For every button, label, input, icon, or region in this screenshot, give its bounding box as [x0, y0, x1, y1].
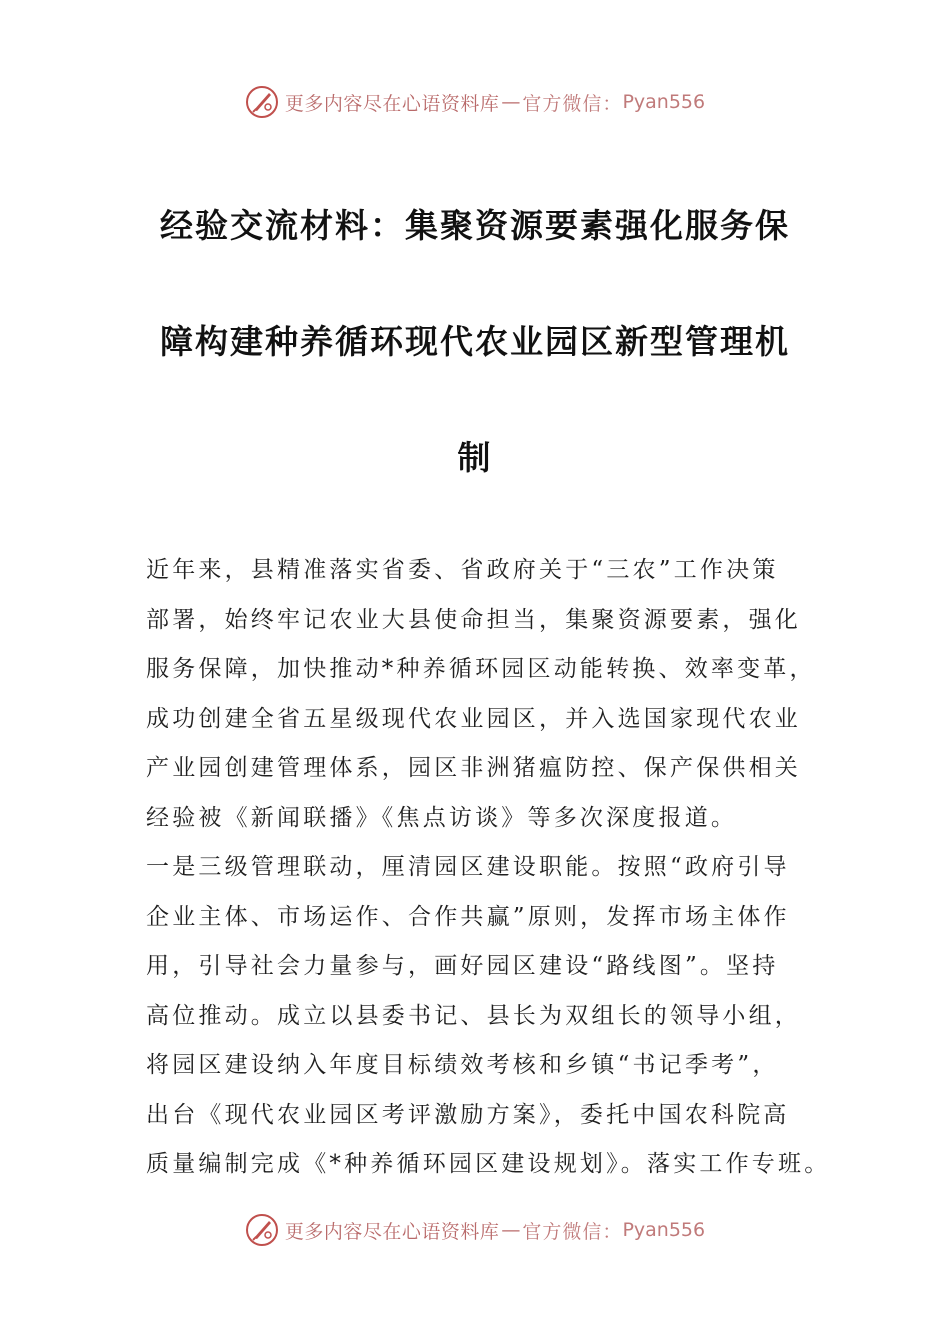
paragraph-intro: [146, 546, 828, 843]
footer-banner-separator: —: [501, 1219, 521, 1241]
text-line: 部署，始终牢记农业大县使命担当，集聚资源要素，强化: [146, 606, 801, 633]
title-line: 经验交流材料：集聚资源要素强化服务保: [160, 206, 790, 245]
text-line: 产业园创建管理体系，园区非洲猪瘟防控、保产保供相关: [146, 755, 801, 781]
text-line: 企业主体、市场运作、合作共赢”原则，发挥市场主体作: [146, 903, 790, 930]
header-banner-text: 更多内容尽在心语资料库: [284, 92, 500, 115]
footer-banner-text: 更多内容尽在心语资料库: [284, 1220, 500, 1243]
text-line: 经验被《新闻联播》《焦点访谈》等多次深度报道。: [146, 804, 738, 831]
header-banner: [0, 80, 950, 124]
footer-wechat-label: 官方微信：: [522, 1220, 623, 1243]
footer-wechat-id: Pyan556: [622, 1219, 706, 1241]
document-title: [150, 168, 800, 516]
text-line: 出台《现代农业园区考评激励方案》，委托中国农科院高: [146, 1101, 790, 1128]
quill-logo-icon: [245, 1213, 279, 1247]
text-line: 将园区建设纳入年度目标绩效考核和乡镇“书记季考”，: [146, 1052, 779, 1078]
quill-logo-icon: [245, 85, 279, 119]
title-line: 制: [457, 438, 493, 477]
text-line: 高位推动。成立以县委书记、县长为双组长的领导小组，: [146, 1002, 801, 1029]
text-line: 一是三级管理联动，厘清园区建设职能。按照“政府引导: [146, 854, 790, 880]
text-line: 质量编制完成《*种养循环园区建设规划》。落实工作专班。: [146, 1151, 831, 1177]
paragraph-section-one: [146, 843, 831, 1190]
footer-banner: [0, 1208, 950, 1252]
title-line: 障构建种养循环现代农业园区新型管理机: [160, 322, 790, 361]
text-line: 用，引导社会力量参与，画好园区建设“路线图”。坚持: [146, 953, 779, 979]
text-line: 成功创建全省五星级现代农业园区，并入选国家现代农业: [146, 705, 801, 732]
document-body: [146, 546, 831, 1190]
header-banner-separator: —: [501, 91, 521, 113]
text-line: 服务保障，加快推动*种养循环园区动能转换、效率变革，: [146, 656, 816, 682]
text-line: 近年来，县精准落实省委、省政府关于“三农”工作决策: [146, 557, 779, 583]
header-wechat-label: 官方微信：: [522, 92, 623, 115]
header-wechat-id: Pyan556: [622, 91, 706, 113]
